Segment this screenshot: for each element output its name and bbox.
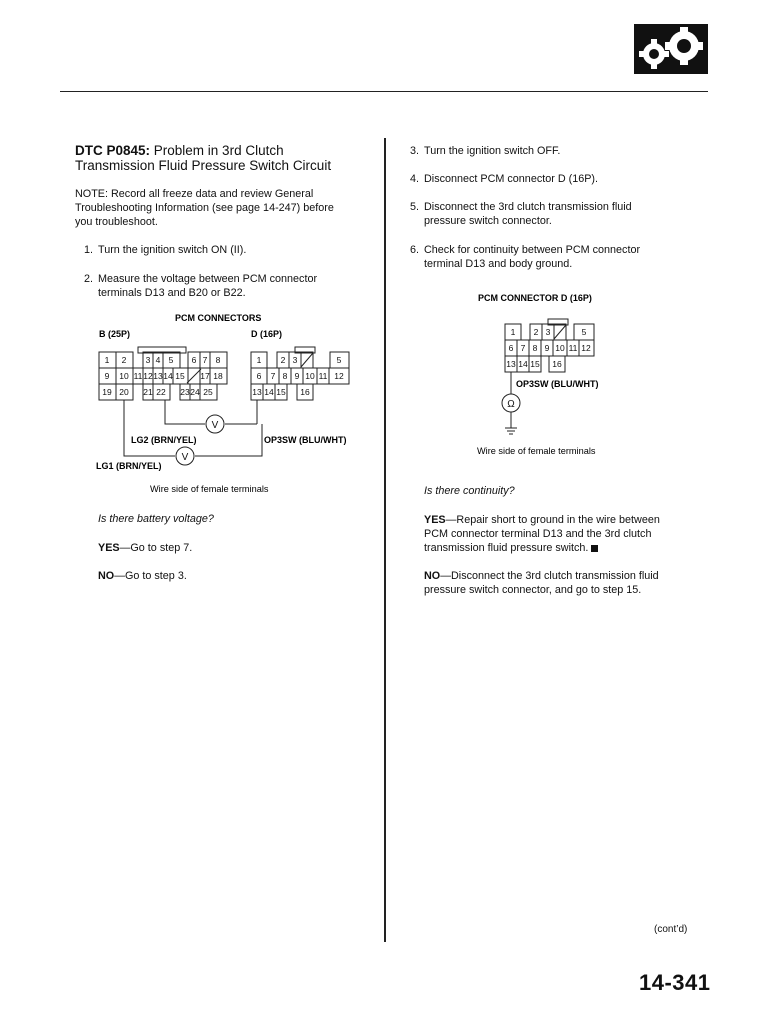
question: Is there continuity? bbox=[424, 485, 515, 497]
header-rule bbox=[60, 91, 708, 92]
pin-label: 12 bbox=[143, 371, 153, 381]
pin-label: 7 bbox=[520, 343, 526, 353]
step-5 bbox=[410, 200, 710, 230]
pin-label: 15 bbox=[276, 387, 286, 397]
meter-wiring bbox=[124, 400, 262, 456]
diagram-caption: Wire side of female terminals bbox=[477, 446, 596, 456]
pin-label: 20 bbox=[119, 387, 129, 397]
pin-label: 9 bbox=[104, 371, 110, 381]
pin-label: 19 bbox=[102, 387, 112, 397]
note-line: you troubleshoot. bbox=[75, 216, 158, 229]
question: Is there battery voltage? bbox=[98, 513, 214, 525]
no-answer bbox=[98, 569, 187, 583]
pin-label: 10 bbox=[119, 371, 129, 381]
no-text: —Disconnect the 3rd clutch transmission fluid bbox=[440, 570, 659, 582]
op3sw-wire-label: OP3SW (BLU/WHT) bbox=[516, 379, 599, 389]
pin-label: 23 bbox=[180, 387, 190, 397]
yes-answer bbox=[98, 541, 192, 555]
gears-icon bbox=[634, 24, 708, 74]
no-text: pressure switch connector, and go to step 15. bbox=[424, 584, 642, 597]
svg-text:V: V bbox=[181, 452, 189, 463]
pin-label: 12 bbox=[581, 343, 591, 353]
pin-label: 12 bbox=[334, 371, 344, 381]
yes-text: —Go to step 7. bbox=[119, 542, 193, 554]
pin-label: 7 bbox=[270, 371, 276, 381]
pin-label: 5 bbox=[581, 327, 587, 337]
pin-label: 1 bbox=[104, 355, 110, 365]
step-number: 4. bbox=[410, 173, 420, 185]
step-text: Turn the ignition switch ON (II). bbox=[98, 244, 247, 256]
pin-label: 16 bbox=[552, 359, 562, 369]
voltmeter-icon bbox=[176, 447, 194, 465]
no-label: NO bbox=[424, 570, 441, 582]
note-line: NOTE: Record all freeze data and review General bbox=[75, 188, 314, 200]
step-6 bbox=[410, 243, 710, 273]
pin-label: 4 bbox=[155, 355, 161, 365]
note-block bbox=[75, 187, 365, 230]
pin-label: 18 bbox=[213, 371, 223, 381]
no-label: NO bbox=[98, 570, 115, 582]
note-line: Troubleshooting Information (see page 14-247) before bbox=[75, 202, 334, 215]
step-number: 2. bbox=[84, 273, 94, 285]
pin-label: 9 bbox=[544, 343, 550, 353]
yes-text: —Repair short to ground in the wire between bbox=[445, 514, 660, 526]
pin-label: 1 bbox=[510, 327, 516, 337]
yes-answer bbox=[424, 513, 714, 556]
step-text: pressure switch connector. bbox=[424, 215, 552, 228]
pin-label: 22 bbox=[156, 387, 166, 397]
pin-label: 13 bbox=[252, 387, 262, 397]
svg-text:Ω: Ω bbox=[507, 399, 515, 410]
yes-label: YES bbox=[424, 514, 446, 526]
pin-label: 3 bbox=[545, 327, 551, 337]
pin-label: 1 bbox=[256, 355, 262, 365]
section-title bbox=[75, 143, 375, 173]
pin-label: 17 bbox=[200, 371, 210, 381]
pcm-connector-d-diagram bbox=[470, 290, 670, 460]
diagram-title: PCM CONNECTOR D (16P) bbox=[478, 293, 592, 303]
pin-label: 5 bbox=[168, 355, 174, 365]
pin-label: 10 bbox=[555, 343, 565, 353]
step-3 bbox=[410, 144, 710, 160]
page-number: 14-341 bbox=[639, 970, 711, 995]
pin-label: 24 bbox=[190, 387, 200, 397]
pin-label: 21 bbox=[143, 387, 153, 397]
pin-label: 5 bbox=[336, 355, 342, 365]
pin-label: 14 bbox=[163, 371, 173, 381]
step-number: 1. bbox=[84, 244, 94, 256]
dtc-code: DTC P0845: bbox=[75, 143, 151, 158]
pin-label: 16 bbox=[300, 387, 310, 397]
pin-label: 13 bbox=[506, 359, 516, 369]
connector-d-label: D (16P) bbox=[251, 329, 283, 339]
title-line-2: Transmission Fluid Pressure Switch Circuit bbox=[75, 158, 332, 173]
pin-label: 8 bbox=[282, 371, 288, 381]
diagram-title: PCM CONNECTORS bbox=[175, 313, 262, 323]
svg-text:V: V bbox=[211, 420, 219, 431]
connector-b-label: B (25P) bbox=[99, 329, 131, 339]
end-square-icon bbox=[591, 545, 598, 552]
pcm-connectors-diagram bbox=[90, 310, 370, 500]
pin-label: 7 bbox=[202, 355, 208, 365]
step-4 bbox=[410, 172, 710, 188]
pin-label: 6 bbox=[256, 371, 262, 381]
pin-label: 2 bbox=[533, 327, 539, 337]
ohmmeter-icon bbox=[502, 394, 520, 412]
yes-label: YES bbox=[98, 542, 120, 554]
pin-label: 13 bbox=[153, 371, 163, 381]
step-text: Measure the voltage between PCM connector bbox=[98, 273, 318, 285]
pin-label: 11 bbox=[568, 343, 578, 353]
pin-label: 3 bbox=[292, 355, 298, 365]
step-text: Check for continuity between PCM connector bbox=[424, 244, 641, 256]
diagram-caption: Wire side of female terminals bbox=[150, 484, 269, 494]
step-text: Disconnect PCM connector D (16P). bbox=[424, 173, 599, 185]
step-text: Disconnect the 3rd clutch transmission fluid bbox=[424, 201, 632, 213]
step-2 bbox=[84, 272, 374, 302]
pin-label: 2 bbox=[121, 355, 127, 365]
pin-label: 14 bbox=[264, 387, 274, 397]
step-text: terminals D13 and B20 or B22. bbox=[98, 287, 246, 300]
pin-label: 15 bbox=[530, 359, 540, 369]
pin-label: 3 bbox=[145, 355, 151, 365]
pin-label: 25 bbox=[203, 387, 213, 397]
title-text: Problem in 3rd Clutch bbox=[150, 143, 284, 158]
yes-text: PCM connector terminal D13 and the 3rd clutch bbox=[424, 528, 652, 541]
no-answer bbox=[424, 569, 714, 597]
yes-text: transmission fluid pressure switch. bbox=[424, 542, 589, 555]
pin-label: 8 bbox=[532, 343, 538, 353]
voltmeter-icon bbox=[206, 415, 224, 433]
pin-label: 11 bbox=[133, 371, 143, 381]
no-text: —Go to step 3. bbox=[114, 570, 187, 582]
pin-label: 11 bbox=[318, 371, 328, 381]
step-number: 3. bbox=[410, 145, 420, 157]
step-1 bbox=[84, 243, 374, 259]
continued-label: (cont’d) bbox=[654, 924, 688, 935]
pin-label: 8 bbox=[215, 355, 221, 365]
lg1-wire-label: LG1 (BRN/YEL) bbox=[96, 461, 162, 471]
step-text: terminal D13 and body ground. bbox=[424, 258, 573, 271]
pin-label: 10 bbox=[305, 371, 315, 381]
step-number: 6. bbox=[410, 244, 420, 256]
step-text: Turn the ignition switch OFF. bbox=[424, 145, 561, 157]
pin-label: 2 bbox=[280, 355, 286, 365]
step-number: 5. bbox=[410, 201, 420, 213]
pin-label: 15 bbox=[175, 371, 185, 381]
lg2-wire-label: LG2 (BRN/YEL) bbox=[131, 435, 197, 445]
pin-label: 9 bbox=[294, 371, 300, 381]
pin-label: 14 bbox=[518, 359, 528, 369]
pin-label: 6 bbox=[191, 355, 197, 365]
op3sw-wire-label: OP3SW (BLU/WHT) bbox=[264, 435, 347, 445]
pin-label: 6 bbox=[508, 343, 514, 353]
column-divider bbox=[384, 138, 386, 942]
